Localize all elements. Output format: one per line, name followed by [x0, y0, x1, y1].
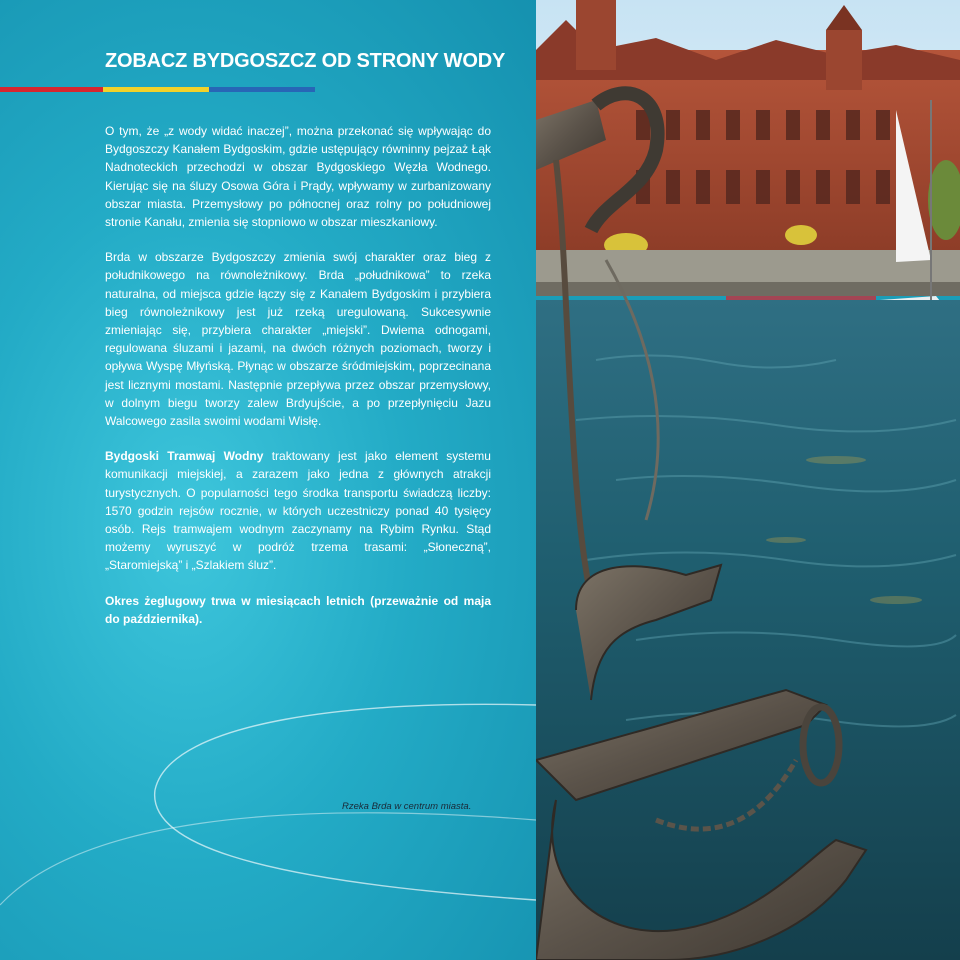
photo-caption: Rzeka Brda w centrum miasta. [342, 801, 472, 812]
river-photo [536, 0, 960, 960]
page-title: ZOBACZ BYDGOSZCZ OD STRONY WODY [105, 50, 506, 72]
tram-text: traktowany jest jako element systemu komunikacji miejskiej, a zarazem jako jedna z głównych atrakcji turystycznych. O popularności tego środka transportu świadczą liczby: 1570 godzin rejsów rocznie, w których uczestniczy ponad 40 tysięcy osób. Rejs tramwajem wodnym zaczynamy na Rybim Rynku. Stąd możemy wyruszyć w podróż trzema trasami: „Słoneczną”, „Staromiejską” i „Szlakiem śluz”. [105, 449, 491, 573]
paragraph-brda: Brda w obszarze Bydgoszczy zmienia swój charakter oraz bieg z południkowego na równoleżnikowy. Brda „południkowa” to rzeka naturalna, od miejsca gdzie łączy się z Kanałem Bydgoskim i przybiera bieg równoleżnikowy jest już rzeką uregulowaną. Sukcesywnie zmieniając się, przybiera charakter „miejski”. Dwiema odnogami, regulowana śluzami i jazami, na dwóch różnych poziomach, tworzy i opływa Wyspę Młyńską. Płynąc w obszarze śródmiejskim, poprzecinana jest licznymi mostami. Następnie przepływa przez obszar przemysłowy, w dolnym biegu tworzy zalew Brdyujście, a po przepłynięciu Jazu Walcowego zasila swoimi wodami Wisłę. [105, 250, 491, 429]
tram-name: Bydgoski Tramwaj Wodny [105, 449, 264, 464]
season-note-text: Okres żeglugowy trwa w miesiącach letnich (przeważnie od maja do października). [105, 593, 491, 626]
paragraph-intro: O tym, że „z wody widać inaczej”, można przekonać się wpływając do Bydgoszczy Kanałem Bydgoskim, gdzie ustępujący równinny pejzaż Łąk Nadnoteckich przechodzi w obszar Bydgoskiego Węzła Wodnego. Kierując się na śluzy Osowa Góra i Prądy, wpływamy w zurbanizowany obszar miasta. Przemysłowy po północnej oraz rolny po południowej stronie Kanału, zmienia się stopniowo w obszar mieszkaniowy. [105, 124, 491, 230]
